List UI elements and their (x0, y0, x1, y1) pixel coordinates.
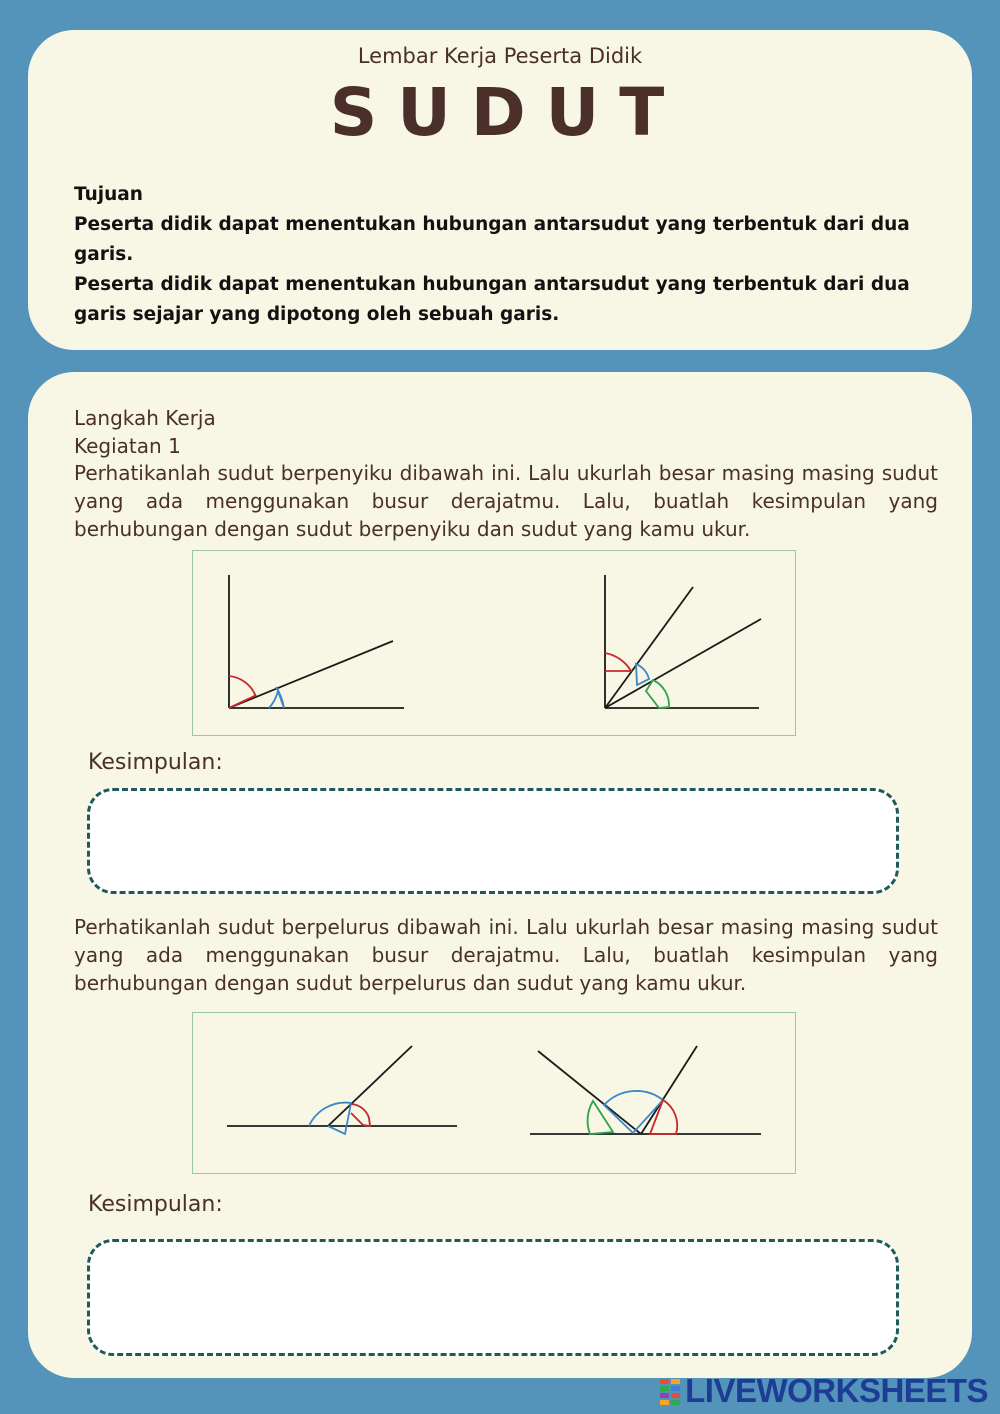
liveworksheets-logo (659, 1372, 988, 1410)
supplementary-angles-figure (192, 1012, 796, 1174)
ray-line (229, 641, 393, 708)
goal-line-2: Peserta didik dapat menentukan hubungan antarsudut yang terbentuk dari dua garis sejajar yang dipotong oleh sebuah garis. (74, 274, 910, 325)
conclusion-label-1: Kesimpulan: (88, 750, 223, 775)
steps-heading: Langkah Kerja (74, 406, 216, 430)
complementary-angles-figure (192, 550, 796, 736)
liveworksheets-text: LIVEWORKSHEETS (685, 1372, 988, 1409)
supplementary-angles-diagram (193, 1013, 794, 1172)
goal-section (74, 180, 944, 330)
ray-line-3 (328, 1046, 412, 1126)
angle-arc-green-2 (646, 680, 669, 708)
ray-line-2a (605, 587, 693, 708)
complementary-angles-diagram (193, 551, 794, 734)
conclusion-answer-box-2[interactable] (87, 1239, 899, 1356)
header-card (28, 30, 972, 350)
instruction-supplementary: Perhatikanlah sudut berpelurus dibawah ini. Lalu ukurlah besar masing masing sudut yang ada menggunakan busur derajatmu. Lalu, buatlah kesimpulan yang berhubungan dengan sudut berpelurus dan sudut yang kamu ukur. (74, 915, 938, 995)
angle-arc-red-2 (605, 653, 631, 671)
activity-label: Kegiatan 1 (74, 434, 181, 458)
ray-line-4b (641, 1046, 697, 1134)
conclusion-label-2: Kesimpulan: (88, 1192, 223, 1217)
activity-card (28, 372, 972, 1378)
angle-arc-blue-2 (636, 664, 649, 685)
angle-arc-blue-3 (309, 1103, 351, 1134)
conclusion-answer-box-1[interactable] (87, 788, 899, 894)
angle-arc-green-4 (588, 1101, 613, 1134)
liveworksheets-icon (659, 1376, 681, 1406)
goal-line-1: Peserta didik dapat menentukan hubungan antarsudut yang terbentuk dari dua garis. (74, 214, 910, 265)
angle-arc-red-3 (351, 1104, 370, 1126)
instruction-complementary: Perhatikanlah sudut berpenyiku dibawah ini. Lalu ukurlah besar masing masing sudut yang ada menggunakan busur derajatmu. Lalu, buatlah kesimpulan yang berhubungan dengan sudut berpenyiku dan sudut yang kamu ukur. (74, 461, 938, 541)
goal-label: Tujuan (74, 184, 143, 205)
angle-arc-red-4 (650, 1100, 677, 1134)
worksheet-title: SUDUT (329, 74, 685, 151)
worksheet-subtitle: Lembar Kerja Peserta Didik (357, 44, 643, 68)
ray-line-2b (605, 619, 761, 708)
